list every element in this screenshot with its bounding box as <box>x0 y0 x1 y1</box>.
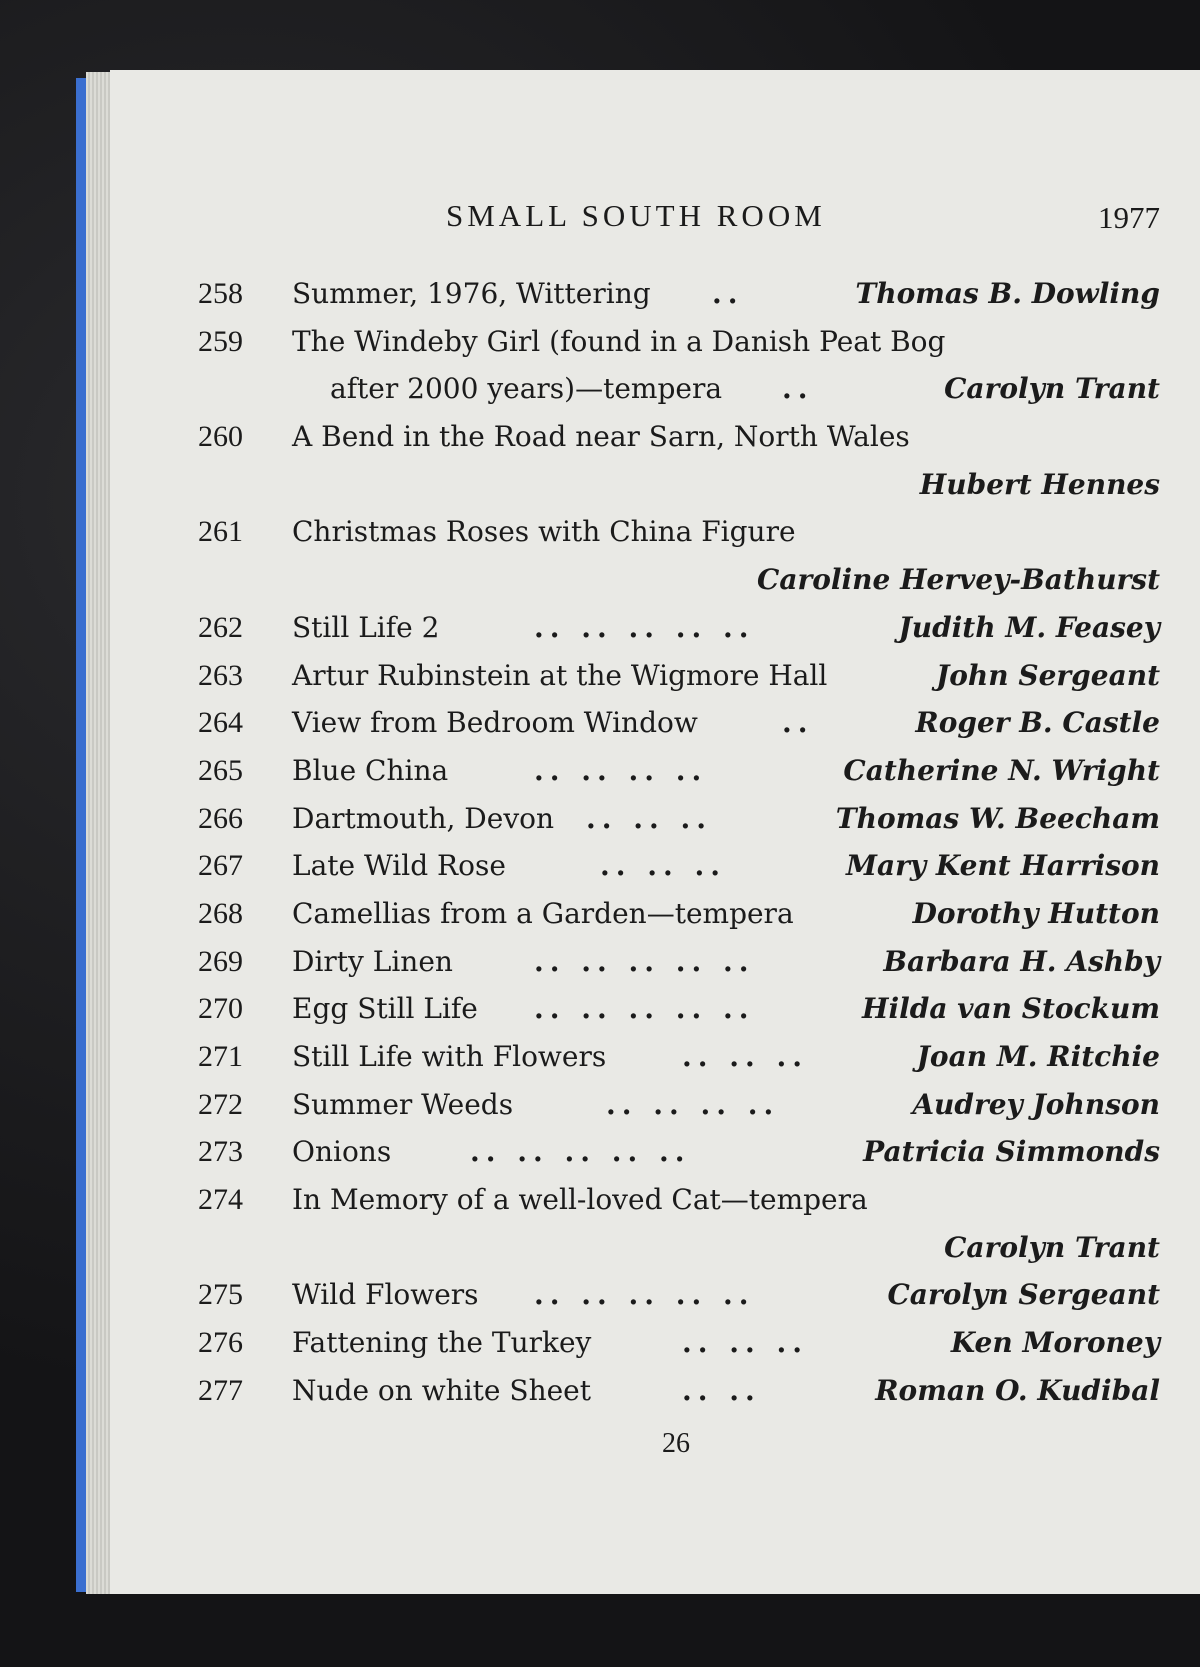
book-cover-edge <box>76 78 86 1592</box>
entry-number: 270 <box>198 992 243 1026</box>
dot-leader: .. .. .. .. <box>606 1087 780 1121</box>
dot-leader: .. .. <box>682 1373 761 1407</box>
entry-title: The Windeby Girl (found in a Danish Peat Bog <box>292 324 946 358</box>
entry-number: 275 <box>198 1278 243 1312</box>
entry-artist: Caroline Hervey-Bathurst <box>757 563 1160 597</box>
entry-number: 258 <box>198 277 243 310</box>
list-item <box>110 652 1160 700</box>
entry-artist: Judith M. Feasey <box>898 610 1160 644</box>
entry-title: Summer, 1976, Wittering <box>292 277 651 310</box>
list-item <box>110 556 1160 604</box>
list-item <box>110 1271 1160 1319</box>
list-item <box>110 508 1160 556</box>
entry-number: 262 <box>198 610 243 644</box>
entry-title: Summer Weeds <box>292 1087 514 1121</box>
entry-artist: Dorothy Hutton <box>912 896 1160 930</box>
entry-artist: Ken Moroney <box>950 1326 1160 1360</box>
list-item <box>110 747 1160 795</box>
list-item <box>110 938 1160 986</box>
entry-number: 268 <box>198 896 243 930</box>
list-item <box>110 461 1160 509</box>
entry-title: Christmas Roses with China Figure <box>292 515 796 549</box>
dot-leader: .. .. .. .. .. <box>534 992 755 1026</box>
entry-number: 271 <box>198 1040 243 1073</box>
running-head <box>110 198 1160 238</box>
dot-leader: .. <box>712 277 744 310</box>
dot-leader: .. .. .. <box>682 1040 808 1073</box>
entry-artist: Mary Kent Harrison <box>845 849 1160 883</box>
dot-leader: .. .. .. <box>682 1326 808 1360</box>
entry-number: 274 <box>198 1183 243 1217</box>
list-item <box>110 699 1160 747</box>
room-title: SMALL SOUTH ROOM <box>446 198 826 233</box>
entry-artist: Catherine N. Wright <box>843 753 1160 787</box>
entry-title: Nude on white Sheet <box>292 1373 592 1407</box>
entry-artist: Thomas W. Beecham <box>835 801 1160 835</box>
entry-artist: Carolyn Trant <box>944 1230 1160 1264</box>
catalogue-page <box>110 70 1200 1594</box>
entry-number: 269 <box>198 944 243 978</box>
entry-number: 264 <box>198 706 243 740</box>
entry-artist: John Sergeant <box>936 658 1160 692</box>
entry-artist: Carolyn Trant <box>944 372 1160 406</box>
entry-title: Dirty Linen <box>292 944 453 978</box>
list-item <box>110 1128 1160 1176</box>
dot-leader: .. .. .. .. .. <box>534 610 755 644</box>
entry-title: A Bend in the Road near Sarn, North Wales <box>292 420 910 454</box>
entry-title: Egg Still Life <box>292 992 478 1026</box>
entry-number: 272 <box>198 1087 243 1121</box>
list-item <box>110 890 1160 938</box>
list-item <box>110 1367 1160 1415</box>
entry-title: after 2000 years)—tempera <box>330 372 723 406</box>
entry-list <box>110 270 1160 1415</box>
entry-artist: Joan M. Ritchie <box>916 1040 1160 1073</box>
list-item <box>110 1224 1160 1272</box>
dot-leader: .. .. .. <box>586 801 712 835</box>
entry-number: 260 <box>198 420 243 454</box>
entry-artist: Patricia Simmonds <box>863 1135 1160 1169</box>
dot-leader: .. .. .. <box>600 849 726 883</box>
list-item <box>110 365 1160 413</box>
entry-number: 261 <box>198 515 243 549</box>
entry-title: Wild Flowers <box>292 1278 479 1312</box>
entry-artist: Hilda van Stockum <box>862 992 1160 1026</box>
list-item <box>110 795 1160 843</box>
dot-leader: .. .. .. .. .. <box>470 1135 691 1169</box>
entry-artist: Roman O. Kudibal <box>875 1373 1160 1407</box>
entry-title: View from Bedroom Window <box>292 706 698 740</box>
list-item <box>110 1033 1160 1081</box>
entry-number: 273 <box>198 1135 243 1169</box>
entry-title: Blue China <box>292 753 449 787</box>
dot-leader: .. .. .. .. .. <box>534 1278 755 1312</box>
page-number: 26 <box>662 1428 690 1459</box>
entry-number: 267 <box>198 849 243 883</box>
entry-artist: Barbara H. Ashby <box>883 944 1160 978</box>
entry-title: Still Life 2 <box>292 610 440 644</box>
entry-artist: Carolyn Sergeant <box>887 1278 1160 1312</box>
dot-leader: .. <box>782 706 814 740</box>
list-item <box>110 1176 1160 1224</box>
entry-title: Still Life with Flowers <box>292 1040 607 1073</box>
entry-number: 266 <box>198 801 243 835</box>
dot-leader: .. .. .. .. <box>534 753 708 787</box>
list-item <box>110 318 1160 366</box>
entry-title: Dartmouth, Devon <box>292 801 555 835</box>
list-item <box>110 604 1160 652</box>
entry-number: 263 <box>198 658 243 692</box>
list-item <box>110 413 1160 461</box>
entry-number: 276 <box>198 1326 243 1360</box>
entry-artist: Thomas B. Dowling <box>855 277 1160 310</box>
entry-artist: Roger B. Castle <box>915 706 1160 740</box>
list-item <box>110 842 1160 890</box>
entry-title: Camellias from a Garden—tempera <box>292 896 794 930</box>
entry-number: 265 <box>198 753 243 787</box>
entry-title: Onions <box>292 1135 392 1169</box>
entry-number: 259 <box>198 324 243 358</box>
entry-title: In Memory of a well-loved Cat—tempera <box>292 1183 868 1217</box>
entry-title: Late Wild Rose <box>292 849 506 883</box>
entry-title: Fattening the Turkey <box>292 1326 592 1360</box>
entry-title: Artur Rubinstein at the Wigmore Hall <box>292 658 828 692</box>
list-item <box>110 1081 1160 1129</box>
entry-artist: Hubert Hennes <box>919 467 1160 501</box>
year: 1977 <box>1098 200 1160 235</box>
entry-artist: Audrey Johnson <box>912 1087 1160 1121</box>
list-item <box>110 1319 1160 1367</box>
list-item <box>110 270 1160 318</box>
entry-number: 277 <box>198 1373 243 1407</box>
dot-leader: .. <box>782 372 814 406</box>
dot-leader: .. .. .. .. .. <box>534 944 755 978</box>
list-item <box>110 985 1160 1033</box>
